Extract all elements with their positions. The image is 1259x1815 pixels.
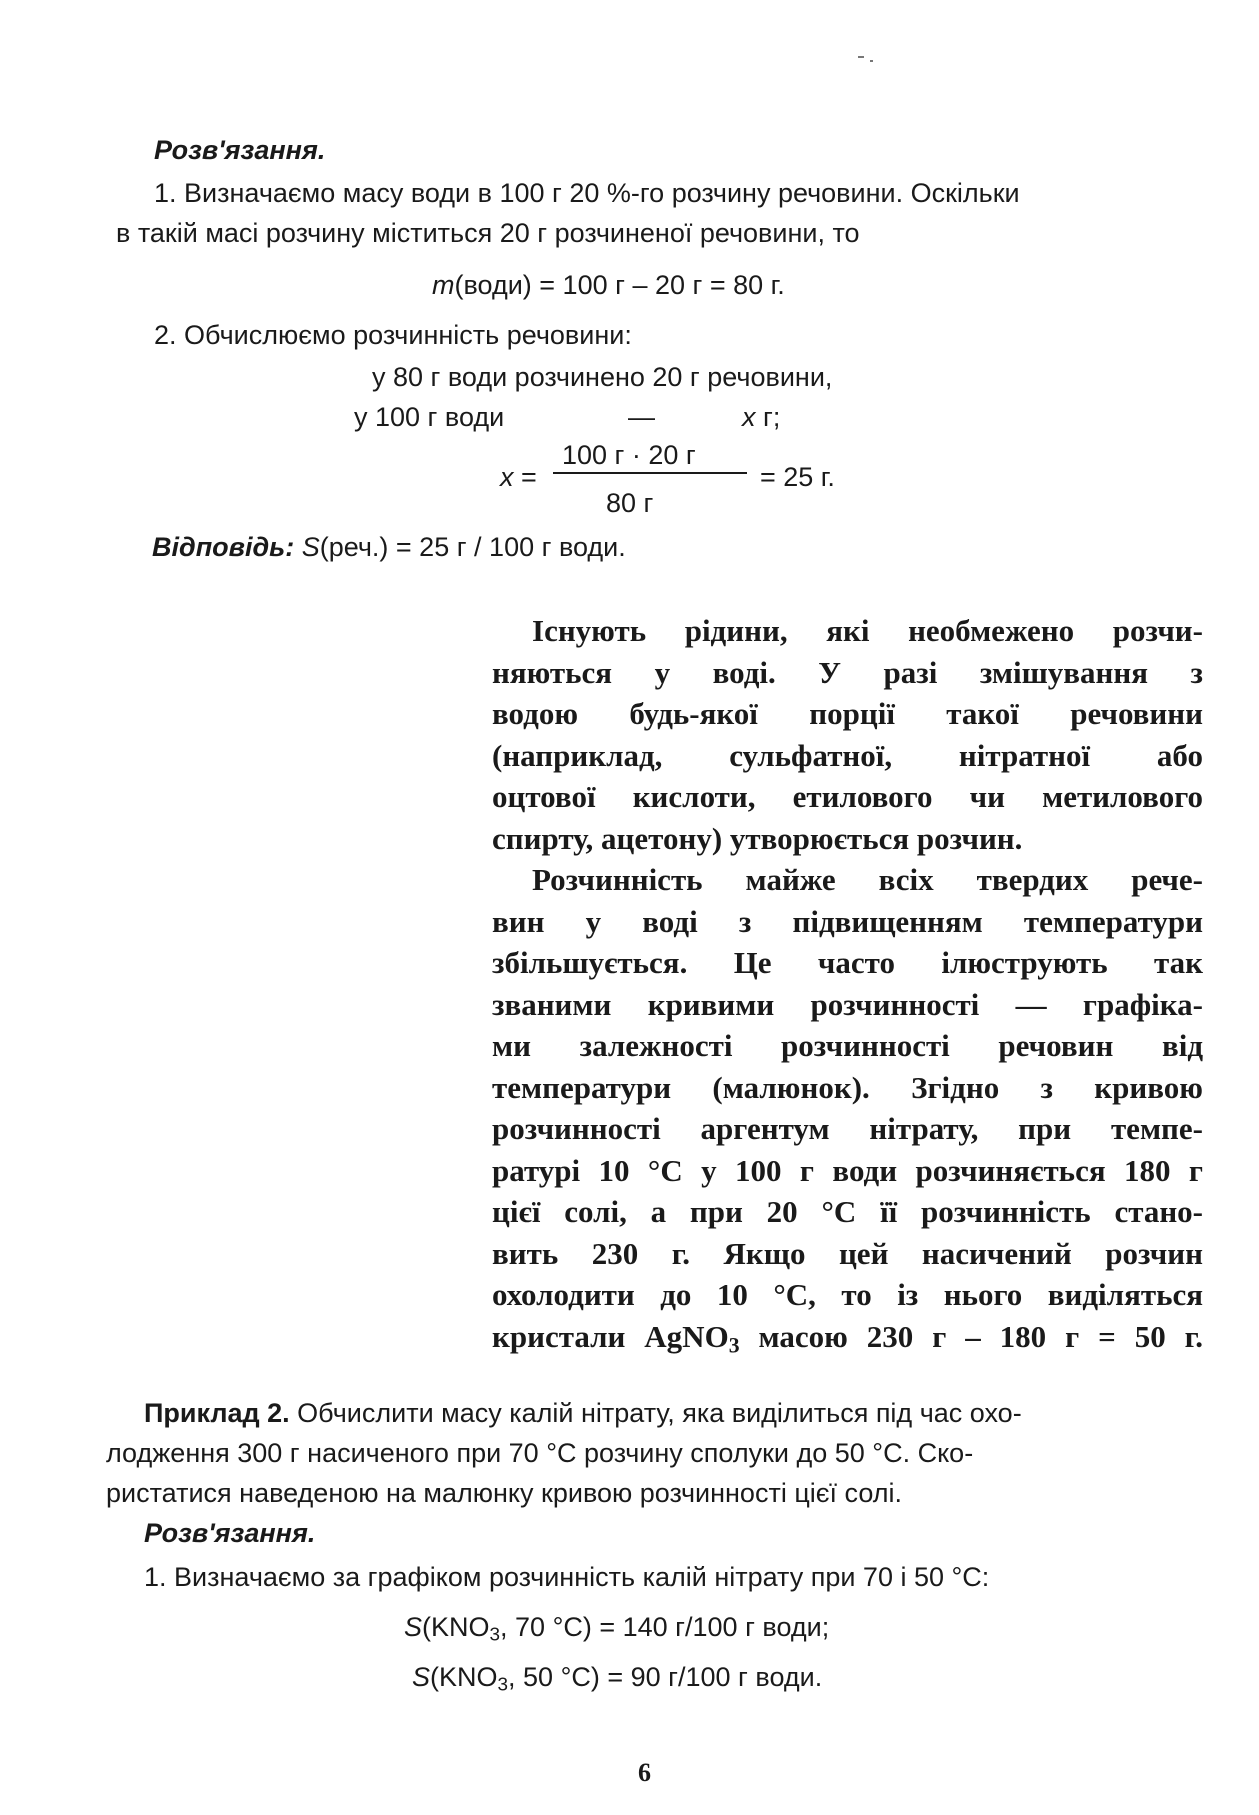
step1-line2: в такій масі розчину міститься 20 г розчиненої речовини, то [116, 218, 860, 248]
formula-subscript: 3 [497, 1674, 509, 1696]
solubility-symbol: S [412, 1662, 431, 1692]
paragraph-line: температури (малюнок). Згідно з кривою [492, 1069, 1203, 1105]
paragraph-line: розчинності аргентум нітрату, при темпе- [492, 1111, 1203, 1146]
answer-text: (реч.) = 25 г / 100 г води. [319, 532, 626, 562]
paragraph-line: званими кривими розчинності — графіка- [492, 986, 1203, 1022]
paragraph-line: ратурі 10 °С у 100 г води розчиняється 180 г [492, 1152, 1203, 1188]
fraction-x: x [500, 462, 514, 492]
paragraph-line: спирту, ацетону) утворюється розчин. [492, 820, 1023, 856]
water-mass-equation [432, 270, 785, 301]
example2-label: Приклад 2. [144, 1398, 290, 1428]
paragraph-line [492, 1316, 1203, 1358]
proportion-line2-dash: — [628, 402, 655, 432]
fraction-equals: = [513, 462, 537, 492]
paragraph-line: Розчинність майже всіх твердих рече- [532, 862, 1203, 897]
paragraph-line: збільшується. Це часто ілюструють так [492, 945, 1203, 980]
equation-body: (води) = 100 г – 20 г = 80 г. [454, 270, 785, 300]
crystals-text: кристали AgNO [492, 1318, 729, 1354]
paragraph-block [492, 610, 1203, 1357]
paragraph-1 [492, 610, 1203, 859]
solution-heading: Розв'язання. [154, 135, 326, 165]
equation-value: , 50 °С) = 90 г/100 г води. [508, 1662, 823, 1692]
example2-step1: 1. Визначаємо за графіком розчинність калій нітрату при 70 і 50 °С: [144, 1562, 990, 1592]
solubility-equation-70 [404, 1612, 830, 1646]
paragraph-2 [492, 859, 1203, 1357]
example2-line1 [144, 1398, 1022, 1429]
example2-solution-heading: Розв'язання. [144, 1518, 316, 1548]
step1-line1: 1. Визначаємо масу води в 100 г 20 %-го розчину речовини. Оскільки [154, 178, 1020, 208]
scan-speck [870, 60, 873, 62]
answer-line [152, 532, 626, 563]
formula-text: (KNO [430, 1662, 498, 1692]
solubility-equation-50 [412, 1662, 823, 1696]
proportion-line2-left: у 100 г води [354, 402, 505, 432]
paragraph-line: Існують рідини, які необмежено розчи- [532, 613, 1203, 648]
paragraph-line: вить 230 г. Якщо цей насичений розчин [492, 1235, 1203, 1271]
formula-subscript: 3 [489, 1624, 501, 1646]
mass-symbol: m [432, 270, 455, 300]
paragraph-line: вин у воді з підвищенням температури [492, 903, 1203, 939]
paragraph-line: ми залежності розчинності речовин від [492, 1028, 1203, 1063]
paragraph-line: водою будь-якої порції такої речовини [492, 696, 1203, 731]
example2-line2: лодження 300 г насиченого при 70 °С розчину сполуки до 50 °С. Ско- [106, 1438, 974, 1468]
page-number: 6 [638, 1758, 651, 1787]
scan-speck [858, 56, 864, 58]
paragraph-line: охолодити до 10 °С, то із нього виділяться [492, 1277, 1203, 1312]
paragraph-line: (наприклад, сульфатної, нітратної або [492, 737, 1203, 773]
proportion-line2-right [742, 402, 780, 433]
equation-value: , 70 °С) = 140 г/100 г води; [500, 1612, 830, 1642]
example2-text: Обчислити масу калій нітрату, яка виділиться під час охо- [289, 1398, 1022, 1428]
paragraph-line: оцтової кислоти, етилового чи метилового [492, 779, 1203, 814]
formula-text: (KNO [422, 1612, 490, 1642]
formula-subscript: 3 [728, 1332, 740, 1357]
crystals-mass: масою 230 г – 180 г = 50 г. [739, 1318, 1203, 1354]
unknown-x: x [742, 402, 756, 432]
fraction-denominator: 80 г [606, 488, 654, 518]
paragraph-line: цієї солі, а при 20 °С її розчинність стано- [492, 1194, 1203, 1229]
fraction-lhs [500, 462, 537, 493]
step2-line: 2. Обчислюємо розчинність речовини: [154, 320, 632, 350]
proportion-line1: у 80 г води розчинено 20 г речовини, [372, 362, 833, 392]
solubility-symbol: S [294, 532, 320, 562]
answer-label: Відповідь: [152, 532, 295, 562]
example2-line3: ристатися наведеною на малюнку кривою розчинності цієї солі. [106, 1478, 903, 1508]
fraction-bar [553, 472, 747, 474]
unit-g: г; [755, 402, 781, 432]
fraction-numerator: 100 г · 20 г [562, 440, 696, 470]
paragraph-line: няються у воді. У разі змішування з [492, 654, 1203, 690]
fraction-result: = 25 г. [760, 462, 835, 492]
solubility-symbol: S [404, 1612, 423, 1642]
